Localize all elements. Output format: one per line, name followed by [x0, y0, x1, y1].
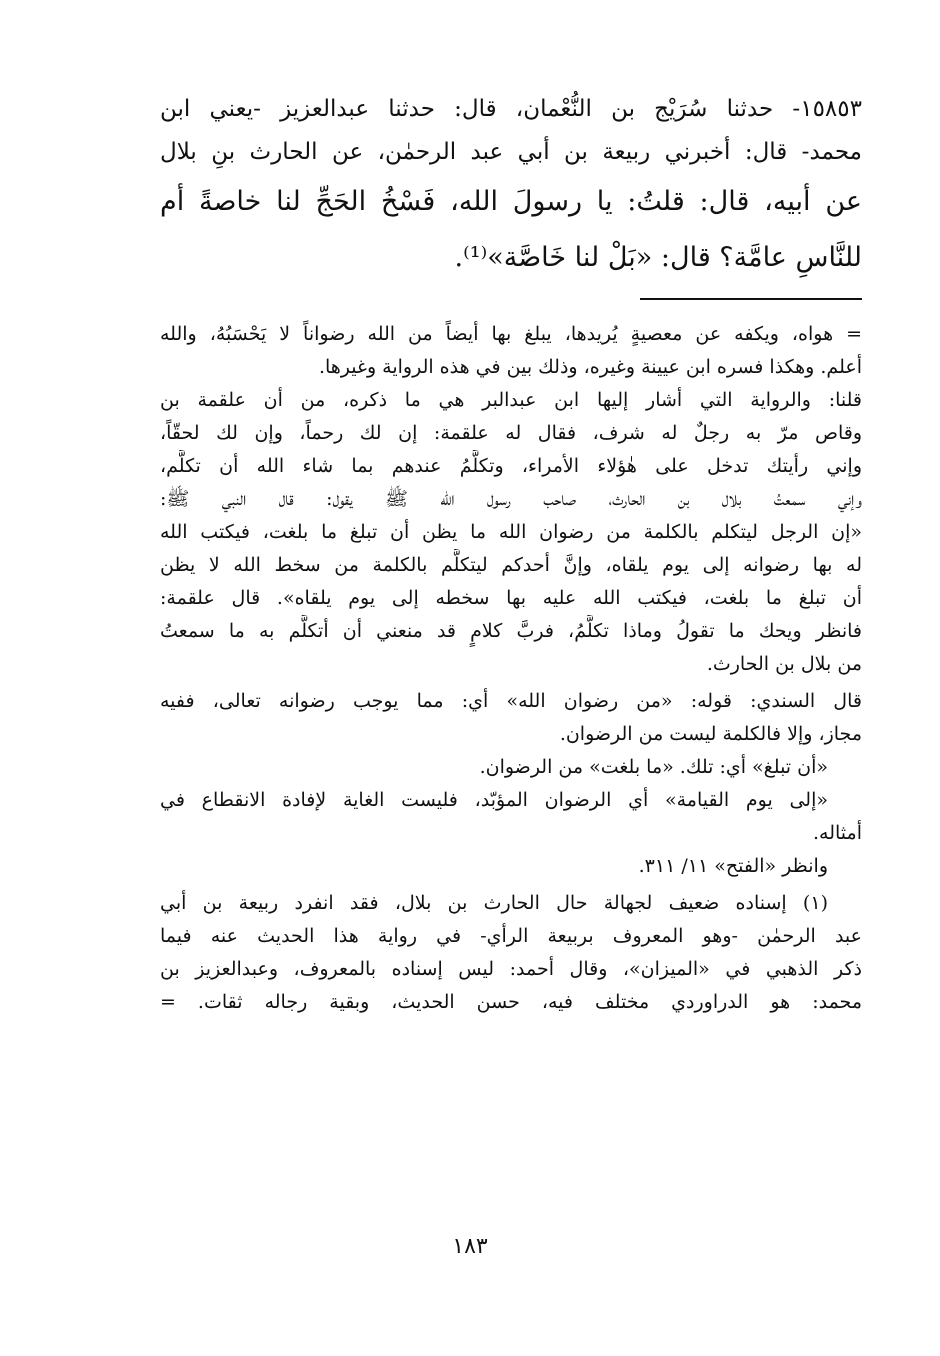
footnote-line: ذكر الذهبي في «الميزان»، وقال أحمد: ليس إسناده بالمعروف، وعبدالعزيز بن	[160, 958, 862, 980]
footnote-line: قلنا: والرواية التي أشار إليها ابن عبدالبر هي ما ذكره، من أن علقمة بن	[160, 389, 862, 411]
footnote-line: (١) إسناده ضعيف لجهالة حال الحارث بن بلال، فقد انفرد ربيعة بن أبي	[160, 892, 828, 914]
hadith-line: محمد- قال: أخبرني ربيعة بن أبي عبد الرحمٰن، عن الحارث بنِ بلال	[160, 139, 862, 165]
footnote-line: محمد: هو الدراوردي مختلف فيه، حسن الحديث، وبقية رجاله ثقات. =	[160, 991, 862, 1013]
footnote-line: «إن الرجل ليتكلم بالكلمة من رضوان الله ما يظن أن تبلغ ما بلغت، فيكتب الله	[160, 521, 862, 543]
footnote-line: أمثاله.	[813, 822, 862, 844]
hadith-text	[160, 88, 862, 286]
hadith-line: ١٥٨٥٣- حدثنا سُرَيْج بن النُّعْمان، قال: حدثنا عبدالعزيز -يعني ابن	[160, 96, 862, 122]
footnote-line: = هواه، ويكفه عن معصيةٍ يُريدها، يبلغ بها أيضاً من الله رضواناً لا يَحْسَبُهُ، والله	[160, 323, 862, 345]
footnote-line: أعلم. وهكذا فسره ابن عيينة وغيره، وذلك بين في هذه الرواية وغيرها.	[318, 356, 862, 378]
footnote-line: وإني سمعتُ بلال بن الحارث، صاحب رسول الله ﷺ يقول: قال النبي ﷺ:	[160, 488, 862, 510]
hadith-line: للنَّاسِ عامَّة؟ قال: «بَلْ لنا خَاصَّة»⁽¹⁾.	[454, 242, 862, 273]
footnote-line: له بها رضوانه إلى يوم يلقاه، وإنَّ أحدكم ليتكلَّم بالكلمة من سخط الله لا يظن	[160, 554, 862, 576]
page-number: ١٨٣	[452, 1234, 488, 1259]
footnote-line: فانظر ويحك ما تقولُ وماذا تكلَّمُ، فربَّ كلامٍ قد منعني أن أتكلَّم به ما سمعتُ	[160, 620, 862, 642]
footnote-line: «إلى يوم القيامة» أي الرضوان المؤبّد، فليست الغاية لإفادة الانقطاع في	[160, 789, 828, 811]
footnote-line: وقاص مرّ به رجلٌ له شرف، فقال له علقمة: إن لك رحماً، وإن لك لحقّاً،	[160, 422, 862, 444]
footnote-line: عبد الرحمٰن -وهو المعروف بربيعة الرأي- في رواية هذا الحديث عنه فيما	[160, 925, 862, 947]
footnote-line: قال السندي: قوله: «من رضوان الله» أي: مما يوجب رضوانه تعالى، ففيه	[160, 690, 862, 712]
footnote-separator	[640, 298, 862, 300]
footnote-line: مجاز، وإلا فالكلمة ليست من الرضوان.	[559, 723, 862, 745]
footnote-line: «أن تبلغ» أي: تلك. «ما بلغت» من الرضوان.	[479, 756, 828, 778]
page-body	[160, 88, 862, 1019]
footnote-line: وإني رأيتك تدخل على هٰؤلاء الأمراء، وتكلَّمُ عندهم بما شاء الله أن تكلَّم،	[160, 455, 862, 477]
footnote-line: وانظر «الفتح» ١١/ ٣١١.	[638, 855, 828, 877]
footnotes	[160, 318, 862, 1019]
footnote-line: من بلال بن الحارث.	[706, 653, 862, 675]
hadith-line: عن أبيه، قال: قلتُ: يا رسولَ الله، فَسْخُ الحَجِّ لنا خاصةً أم	[160, 186, 862, 217]
footnote-line: أن تبلغ ما بلغت، فيكتب الله عليه بها سخطه إلى يوم يلقاه». قال علقمة:	[160, 587, 862, 609]
